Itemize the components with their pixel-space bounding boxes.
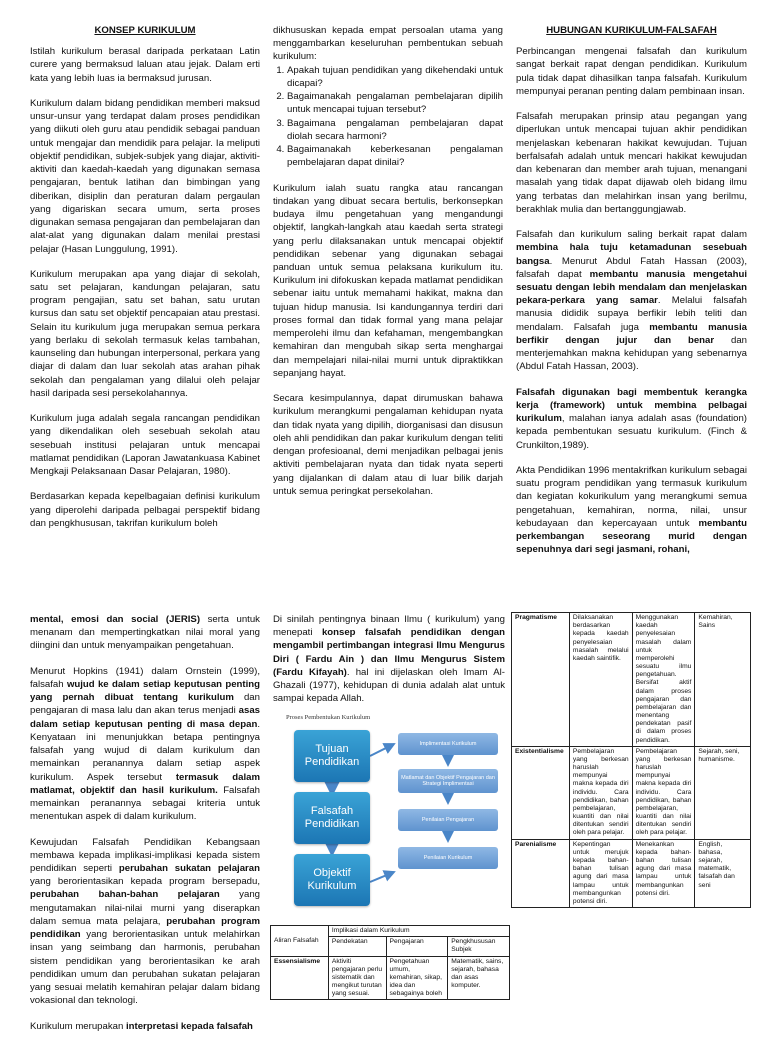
bold-run: asas dalam setiap keputusan penting di masa depan (30, 705, 260, 730)
tujuan-pendidikan-box: Tujuan Pendidikan (294, 730, 370, 782)
text-run: serta untuk menanam dan mempertingkatkan nilai moral yang diingini dan untuk menyampaikan pengetahuan. (30, 614, 260, 652)
bold-run: termasuk dalam matlamat, objektif dan hasil kurikulum. (30, 771, 260, 796)
implikasi-kurikulum-table (270, 925, 510, 1000)
bold-run: membantu perkembangan seseorang murid dengan sepenuhnya dari segi jasmani, rohani, (516, 517, 747, 556)
bold-run: membantu manusia berfikir dengan jujur dan benar (516, 321, 747, 346)
list-item: 3. Bagaimana pengalaman pembelajaran dapat diolah secara harmoni? (287, 117, 503, 143)
text-run: Di sinilah pentingnya binaan Ilmu ( kurikulum) yang menepati (273, 614, 505, 639)
paragraph: Istilah kurikulum berasal daripada perkataan Latin curere yang bermaksud laluan atau jejak. Dalam erti kata yang lebih luas ia bermaksud jurusan. (30, 46, 260, 84)
heading-hubungan: HUBUNGAN KURIKULUM-FALSAFAH (546, 25, 717, 36)
table-cell: Matematik, sains, sejarah, bahasa dan asas komputer. (448, 956, 510, 1000)
list-item: 2. Bagaimanakah pengalaman pembelajaran dipilih untuk mencapai tujuan tersebut? (287, 90, 503, 116)
bold-run: membina hala tuju ketamadunan sesebuah bangsa (516, 242, 747, 267)
table-cell: Pengetahuan umum, kemahiran, sikap, idea dan sebagainya boleh (386, 956, 448, 1000)
table-cell: Pragmatisme (512, 613, 570, 747)
column-hubungan-kurikulum-falsafah (516, 24, 747, 568)
paragraph (30, 613, 260, 653)
table-cell: Pembelajaran yang berkesan haruslah mempunyai makna kepada diri individu. Cara pendidikan, bahan pembelajaran, kuantiti dan nilai ditentukan sendiri oleh para pelajar. (569, 746, 632, 839)
text-run: . hal ini dijelaskan oleh Imam Al-Ghazali (1977), kehidupan di dunia adalah alat untuk sampai kepada Allah. (273, 666, 505, 705)
table-row (271, 926, 510, 937)
bold-run: interpretasi kepada falsafah (125, 1020, 253, 1032)
paragraph (30, 1020, 260, 1033)
penilaian-kurikulum-box: Penilaian Kurikulum (398, 847, 498, 869)
list-item: 4. Bagaimanakah keberkesanan pengalaman pembelajaran dapat dinilai? (287, 143, 503, 169)
text-run: , malahan ianya adalah asas (foundation) kepada pembentukan sesuatu kurikulum. (Finch & Crunkilton,1989). (516, 413, 747, 451)
table-cell: Essensialisme (271, 956, 329, 1000)
bold-run: perubahan sukatan pelajaran (118, 862, 260, 874)
text-run: yang berorientasikan untuk melahirkan insan yang seimbang dan harmonis, perubahan sistem pendidikan yang berorientasikan ke arah pendidikan umum dan perubahan sukatan pelajaran yang sesuai melatih kemahiran pelajar dalam bidang vokasional dan teknologi. (30, 929, 260, 1007)
bold-run: konsep falsafah pendidikan dengan mengambil pertimbangan integrasi Ilmu Mengurus Diri ( Fardu Ain ) dan Ilmu Mengurus Sistem (Fardu Kifayah) (273, 627, 505, 678)
arrow-right (370, 872, 394, 882)
text-run: Akta Pendidikan 1996 mentakrifkan kurikulum sebagai suatu program pendidikan yang termasuk kurikulum dan kegiatan kokurikulum yang merangkumi semua pengetahuan, kemahiran, norma, nilai, unsur kebudayaan dan kepercayaan untuk (516, 464, 747, 529)
text-run: Falsafah memainkan peranannya sebagai kriteria untuk menentukan aspek di dalam kurikulum. (30, 784, 260, 823)
heading-konsep-kurikulum: KONSEP KURIKULUM (94, 25, 196, 36)
text-run: dan pengajaran di masa lalu dan akan terus menjadi (30, 692, 260, 717)
table-cell: Sejarah, seni, humanisme. (695, 746, 751, 839)
text-run: . Menurut Abdul Fatah Hassan (2003), falsafah dapat (516, 255, 747, 280)
implimentasi-kurikulum-box: Implimentasi Kurikulum (398, 733, 498, 755)
paragraph (516, 386, 747, 452)
matlamat-objektif-box: Matlamat dan Objektif Pengajaran dan Strategi Implimentasi (398, 769, 498, 793)
text-run: . Kenyataan ini menunjukkan betapa pentingnya falsafah yang wujud di dalam kurikulum dan memainkan peranannya dalam setiap aspek kurikulum. Aspek tersebut (30, 718, 260, 783)
bold-run: wujud ke dalam setiap keputusan penting yang pernah dibuat tentang kurikulum (30, 678, 260, 704)
paragraph: dikhususkan kepada empat persoalan utama yang menggambarkan keseluruhan pembentukan sebuah kurikulum: (273, 25, 503, 63)
text-run: dan menterjemahkan makna kehidupan yang sebenarnya (Abdul Fatah Hassan, 2003). (516, 334, 747, 373)
table-header: Pengkhususan Subjek (448, 937, 510, 956)
diagram-title: Proses Pembentukan Kurikulum (286, 714, 371, 721)
table-cell: Pembelajaran yang berkesan haruslah mempunyai makna kepada diri individu. Cara pendidikan, bahan pembelajaran, kuantiti dan nilai ditentukan sendiri oleh para pelajar. (632, 746, 695, 839)
text-run: Menurut Hopkins (1941) dalam Ornstein (1999), falsafah (30, 665, 260, 690)
table-cell: Menekankan kepada bahan-bahan tulisan agung dari masa lampau untuk membangunkan potensi diri. (632, 839, 695, 907)
objektif-kurikulum-box: Objektif Kurikulum (294, 854, 370, 906)
paragraph: Kurikulum juga adalah segala rancangan pendidikan yang dikendalikan oleh sesebuah sekolah atau sesebuah institusi pelajaran untuk mencapai matlamat pendidikan (Laporan Jawatankuasa Kabinet Mengkaji Pelaksanaan Dasar Pelajaran, 1980). (30, 413, 260, 478)
bold-run: mental, emosi dan social (JERIS) (30, 614, 201, 625)
bold-run: perubahan bahan-bahan pelajaran (30, 889, 220, 901)
table-row (271, 956, 510, 1000)
bold-run: membantu manusia mengetahui sesuatu dengan lebih mendalam dan menjelaskan pekara-perkara yang samar (516, 268, 747, 307)
paragraph: Berdasarkan kepada kepelbagaian definisi kurikulum yang diperolehi daripada pelbagai perspektif bidang dan pengkhususan, takrifan kurikulum boleh (30, 491, 260, 529)
paragraph (516, 228, 747, 374)
aliran-falsafah-table (511, 612, 751, 908)
table-cell: Kemahiran, Sains (695, 613, 751, 747)
text-run: Falsafah dan kurikulum saling berkait rapat dalam (516, 229, 747, 241)
paragraph: Falsafah merupakan prinsip atau pegangan yang diperlukan untuk mencapai tujuan akhir pendidikan menjelaskan kebenaran hakikat kewujudan. Tujuan berfalsafah adalah untuk mencari hakikat kewujudan dan kebenaran dan member arah tujuan, menangani masalah yang tidak dapat dijawab oleh bidang ilmu yang terbatas dan melahirkan insan yang berilmu, berakhlak mulia dan bertanggungjawab. (516, 111, 747, 215)
table-row (512, 839, 751, 907)
paragraph (30, 665, 260, 824)
paragraph: Perbincangan mengenai falsafah dan kurikulum sangat berkait rapat dengan pendidikan. Kurikulum pula tidak dapat dihasilkan tanpa falsafah. Kurikulum mempunyai peranan penting dalam pembinaan insan. (516, 46, 747, 97)
bold-run: perubahan program pendidikan (30, 915, 261, 941)
table-cell: Aktiviti pengajaran perlu sistematik dan mengikut turutan yang sesuai. (328, 956, 386, 1000)
paragraph: Kurikulum dalam bidang pendidikan memberi maksud unsur-unsur yang terdapat dalam proses pendidikan yang diikuti oleh guru atau pendidik sebagai panduan untuk mengajar dan mendidik para pelajar. Ia meliputi objektif pendidikan, subjek-subjek yang diajar, aktiviti-aktiviti dan kaedah-kaedah yang digunakan semasa pengajaran, bentuk latihan dan bimbingan yang diberikan, disiplin dan peraturan dalam pergaulan yang digariskan secara umum, serta proses digunakan semasa pengajaran dan pembelajaran dan alat-alat yang digunakan dalam menilai prestasi pelajar (Hasan Lunggulung, 1991). (30, 97, 260, 255)
paragraph: Kurikulum ialah suatu rangka atau rancangan tindakan yang dibuat secara bertulis, berkonsepkan budaya ilmu pengetahuan yang mengandungi objektif, langkah-langkah atau kaedah serta strategi yang perlu dilaksanakan untuk mencapai objektif pendidikan sebenar yang digunakan sebagai panduan untuk semua pelaksana kurikulum itu. Kurikulum ini difokuskan kepada matlamat pendidikan sebenar iaitu untuk memahami hakikat, makna dan tujuan hidup manusia. Isi kandungannya terdiri dari proses formal dan tidak formal yang mana pelajar memperolehi ilmu dan kefahaman, mengembangkan kemahiran dan mengubah sikap serta menghargai dan mempelajari nilai-nilai murni untuk dipraktikkan sepanjang hayat. (273, 182, 503, 379)
proses-pembentukan-kurikulum-diagram (272, 714, 506, 904)
table-cell: Parenialisme (512, 839, 570, 907)
text-run: Kurikulum merupakan (30, 1020, 126, 1032)
text-run: . Melalui falsafah manusia dididik supaya berfikir lebih teliti dan mendalam. Falsafah juga (516, 295, 747, 333)
table-cell: English, bahasa, sejarah, matematik, falsafah dan seni (695, 839, 751, 907)
table-cell: Menggunakan kaedah penyelesaian masalah dalam untuk memperolehi sesuatu ilmu pengetahuan. Bersifat aktif dalam proses pengajaran dan pembelajaran dan menentang pendekatan pasif di dalam proses pendidikan. (632, 613, 695, 747)
table-header: Pendekatan (328, 937, 386, 956)
column-konsep-kurikulum (30, 24, 260, 542)
paragraph (273, 613, 505, 706)
text-run: yang mengutamakan nilai-nilai murni yang diserapkan dalam semua mata pelajara, (30, 889, 260, 927)
column-persoalan-kurikulum (273, 24, 503, 510)
table-header: Pengajaran (386, 937, 448, 956)
table-row (512, 613, 751, 747)
table-cell: Kepentingan untuk merujuk kepada bahan-bahan tulisan agung dari masa lampau untuk membangunkan potensi diri. (569, 839, 632, 907)
column-binaan-ilmu (273, 613, 505, 718)
text-run: yang berorientasikan kepada program bersepadu, (30, 876, 260, 888)
table-row (512, 746, 751, 839)
page-break (0, 597, 768, 605)
table-cell: Dilaksanakan berdasarkan kepada kaedah penyelesaian masalah melalui kaedah saintifik. (569, 613, 632, 747)
table-cell: Implikasi dalam Kurikulum (328, 926, 509, 937)
table-cell: Aliran Falsafah (271, 926, 329, 957)
paragraph: Secara kesimpulannya, dapat dirumuskan bahawa kurikulum merangkumi pengalaman kehidupan nyata dan tidak nyata yang dipilih, diorganisasi dan disusun oleh ahli pendidikan dan pakar kurikulum dengan teliti dengan profesioanal, demi menjadikan pelbagai jenis aktiviti pembelajaran nyata dan tidak nyata seperti yang dijalankan di dalam atau di luar bilik darjah untuk semua peringkat persekolahan. (273, 393, 503, 497)
list-item: 1. Apakah tujuan pendidikan yang dikehendaki untuk dicapai? (287, 64, 503, 90)
column-falsafah-kurikulum (30, 613, 260, 1045)
bold-run: Falsafah digunakan bagi membentuk kerangka kerja (framework) untuk membina pelbagai kurikulum (516, 386, 747, 425)
question-list (273, 64, 503, 170)
text-run: Kewujudan Falsafah Pendidikan Kebangsaan membawa kepada implikasi-implikasi kepada sistem pendidikan seperti (30, 836, 260, 874)
paragraph (516, 464, 747, 557)
paragraph (30, 836, 260, 1008)
paragraph: Kurikulum merupakan apa yang diajar di sekolah, satu set pelajaran, kandungan pelajaran, satu program pengajian, satu set bahan, satu urutan kursus dan satu set objektif pencapaian atau prestasi. Selain itu kurikulum juga merupakan semua perkara yang berlaku di sekolah termasuk kelas tambahan, kaunseling dan hubungan interpersonal, perkara yang diajar di dalam dan luar sekolah atas arahan pihak sekolah dan pengalaman yang dilalui oleh pelajar hasil daripada sesi persekolahannya. (30, 268, 260, 399)
penilaian-pengajaran-box: Penilaian Pengajaran (398, 809, 498, 831)
table-cell: Existentialisme (512, 746, 570, 839)
arrow-right (370, 744, 394, 756)
falsafah-pendidikan-box: Falsafah Pendidikan (294, 792, 370, 844)
